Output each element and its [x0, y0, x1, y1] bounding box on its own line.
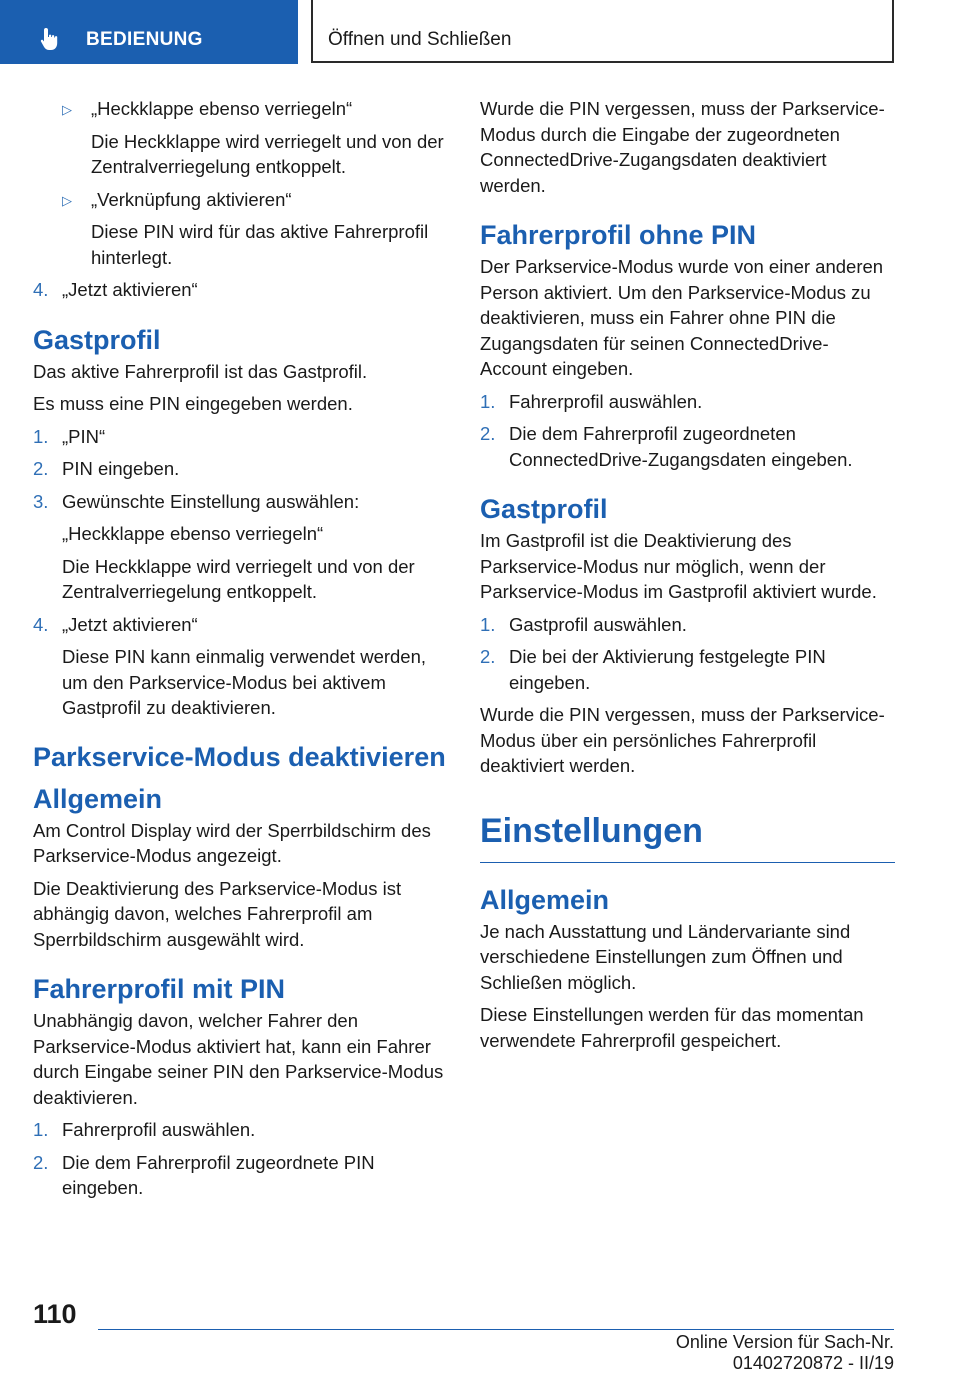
step-number: 3.: [33, 490, 49, 512]
paragraph: Das aktive Fahrerprofil ist das Gastprofil.: [33, 360, 368, 382]
list-item-note: Die Heckklappe wird verriegelt und von der Zentralverriegelung entkoppelt.: [91, 130, 444, 177]
section-title-box: [311, 0, 894, 63]
page-number: 110: [33, 1299, 77, 1329]
list-item: [33, 96, 448, 122]
step-number: 2.: [480, 646, 496, 667]
paragraph: Je nach Ausstattung und Ländervariante sind verschiedene Einstellungen zum Öffnen und Schließen möglich.: [480, 920, 851, 993]
list-item-note: Die Heckklappe wird verriegelt und von der Zentralverriegelung entkoppelt.: [62, 555, 415, 602]
footer-divider: [98, 1329, 894, 1330]
list-item: [33, 612, 448, 638]
triangle-bullet-icon: ▷: [62, 192, 72, 208]
heading-gastprofil: Gastprofil: [33, 324, 161, 355]
list-item: [33, 1150, 448, 1201]
step-number: 1.: [480, 613, 496, 635]
page-header: [0, 0, 960, 66]
list-item: [480, 421, 895, 472]
list-item-note: Diese PIN wird für das aktive Fahrerprofil hinterlegt.: [91, 221, 429, 268]
list-item: [33, 489, 448, 515]
list-item-text: Gewünschte Einstellung auswählen:: [62, 490, 360, 512]
section-title: Öffnen und Schließen: [328, 29, 512, 50]
chapter-label: BEDIENUNG: [86, 29, 203, 50]
list-item-note: Diese PIN kann einmalig verwendet werden, um den Parkservice-Modus bei aktivem Gastprofil zu deaktivieren.: [62, 646, 427, 718]
list-item: [480, 644, 895, 695]
list-item-note: „Heckklappe ebenso verriegeln“: [62, 523, 324, 544]
left-column: [33, 96, 448, 1208]
paragraph: Am Control Display wird der Sperrbildschirm des Parkservice-Modus angezeigt.: [33, 819, 431, 866]
step-number: 2.: [480, 423, 496, 444]
heading-parkservice-deaktivieren: Parkservice-Modus deaktivieren: [33, 741, 446, 772]
paragraph: Diese Einstellungen werden für das momentan verwendete Fahrerprofil gespeichert.: [480, 1004, 864, 1051]
paragraph: Wurde die PIN vergessen, muss der Parkservice-Modus über ein persönliches Fahrerprofil deaktiviert werden.: [480, 704, 885, 776]
list-item-text: Die dem Fahrerprofil zugeordneten ConnectedDrive-Zugangsdaten eingeben.: [509, 423, 853, 470]
list-item: [33, 424, 448, 450]
step-number: 4.: [33, 279, 49, 300]
heading-allgemein: Allgemein: [33, 783, 163, 814]
step-number: 1.: [33, 425, 49, 447]
hand-pointer-icon: [38, 26, 64, 57]
step-number: 2.: [33, 458, 49, 479]
list-item-text: Die dem Fahrerprofil zugeordnete PIN eingeben.: [62, 1151, 375, 1198]
step-number: 4.: [33, 613, 49, 635]
triangle-bullet-icon: ▷: [62, 102, 72, 117]
list-item: [33, 277, 448, 303]
step-number: 1.: [480, 390, 496, 412]
list-item-text: „Heckklappe ebenso verriegeln“: [91, 98, 353, 119]
list-item-text: „PIN“: [62, 425, 106, 447]
paragraph: Im Gastprofil ist die Deaktivierung des Parkservice-Modus nur möglich, wenn der Parkservice-Modus im Gastprofil aktiviert wurde.: [480, 530, 877, 602]
step-number: 2.: [33, 1151, 49, 1173]
heading-einstellungen: Einstellungen: [480, 809, 895, 863]
paragraph: Der Parkservice-Modus wurde von einer anderen Person aktiviert. Um den Parkservice-Modus zu deaktivieren, muss ein Fahrer ohne PIN die Zugangsdaten für seinen ConnectedDrive-Account eingeben.: [480, 256, 884, 379]
right-column: [480, 96, 895, 1060]
heading-fahrerprofil-ohne-pin: Fahrerprofil ohne PIN: [480, 220, 757, 250]
list-item: [480, 612, 895, 638]
list-item-text: Die bei der Aktivierung festgelegte PIN eingeben.: [509, 646, 826, 693]
list-item: [33, 456, 448, 482]
paragraph: Unabhängig davon, welcher Fahrer den Parkservice-Modus aktiviert hat, kann ein Fahrer durch Eingabe seiner PIN den Parkservice-Modus deaktivieren.: [33, 1010, 444, 1108]
list-item-text: Gastprofil auswählen.: [509, 613, 687, 635]
chapter-tab: [0, 0, 298, 64]
list-item-text: „Jetzt aktivieren“: [62, 279, 198, 300]
heading-allgemein: Allgemein: [480, 884, 610, 915]
step-number: 1.: [33, 1119, 49, 1140]
list-item-text: „Jetzt aktivieren“: [62, 613, 198, 635]
heading-fahrerprofil-mit-pin: Fahrerprofil mit PIN: [33, 974, 286, 1004]
list-item: [480, 389, 895, 415]
list-item-text: Fahrerprofil auswählen.: [62, 1119, 256, 1140]
list-item-text: „Verknüpfung aktivieren“: [91, 188, 292, 210]
list-item-text: Fahrerprofil auswählen.: [509, 390, 703, 412]
list-item: [33, 1117, 448, 1143]
list-item-text: PIN eingeben.: [62, 458, 180, 479]
paragraph: Wurde die PIN vergessen, muss der Parkservice-Modus durch die Eingabe der zugeordneten ConnectedDrive-Zugangsdaten deaktiviert werden.: [480, 98, 885, 196]
heading-gastprofil: Gastprofil: [480, 494, 608, 524]
paragraph: Die Deaktivierung des Parkservice-Modus ist abhängig davon, welches Fahrerprofil am Sperrbildschirm ausgewählt wird.: [33, 877, 402, 950]
list-item: [33, 187, 448, 213]
paragraph: Es muss eine PIN eingegeben werden.: [33, 393, 353, 414]
online-version-note: Online Version für Sach-Nr. 01402720872 - II/19: [675, 1332, 894, 1373]
